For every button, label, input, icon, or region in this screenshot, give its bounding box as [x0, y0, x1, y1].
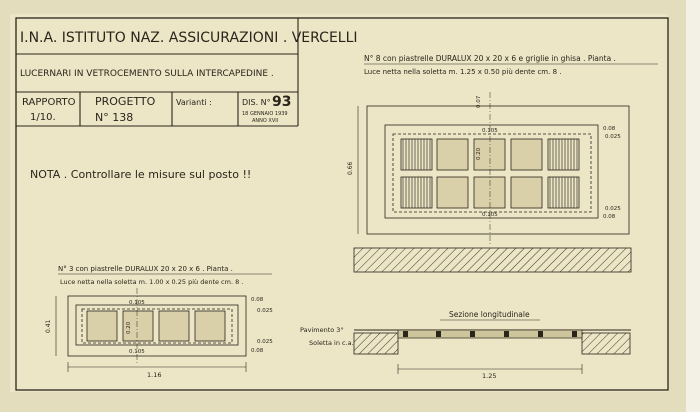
- section-label-slab: Soletta in c.a.: [309, 339, 354, 347]
- note-text: NOTA . Controllare le misure sul posto !!: [30, 168, 252, 181]
- plan-bottom-subtitle: Luce netta nella soletta m. 1.00 x 0.25 più dente cm. 8 .: [60, 278, 244, 286]
- plan-top-dim-1: 0.105: [482, 128, 498, 134]
- section-joint: [572, 331, 577, 337]
- plan-bottom-dim-3: 0.025: [257, 308, 273, 314]
- plan-top-dim-2: 0.08: [603, 126, 616, 132]
- grille-cell: [548, 177, 579, 208]
- section-joint: [470, 331, 475, 337]
- date-line-2: ANNO XVII: [252, 118, 279, 124]
- plan-bottom-dim-7: 0.08: [251, 348, 264, 354]
- plan-top-dim-height: 0.66: [347, 161, 354, 175]
- plan-bottom-dim-width: 1.16: [147, 371, 162, 379]
- section-slab-left: [354, 333, 398, 354]
- section-label-floor: Pavimento 3°: [300, 326, 344, 334]
- dis-value: 93: [272, 94, 292, 110]
- plan-bottom-dim-1: 0.105: [129, 300, 145, 306]
- title-line-2: LUCERNARI IN VETROCEMENTO SULLA INTERCAPEDINE .: [20, 69, 274, 79]
- plan-top-subtitle: Luce netta nella soletta m. 1.25 x 0.50 più dente cm. 8 .: [364, 68, 562, 76]
- plan-bottom-dim-8: 0.105: [129, 349, 145, 355]
- plan-bottom-dim-cell: 0.20: [126, 321, 132, 334]
- tile-cell: [437, 139, 468, 170]
- paper-right-edge: [686, 0, 700, 412]
- plan-top-dim-top: 0.07: [476, 95, 482, 108]
- plan-bottom-dim-2: 0.08: [251, 297, 264, 303]
- plan-bottom-title: N° 3 con piastrelle DURALUX 20 x 20 x 6 . Pianta .: [58, 265, 233, 273]
- plan-top-dim-9: 0.105: [482, 212, 498, 218]
- tile-cell: [87, 311, 117, 341]
- section-tiles-strip: [398, 330, 582, 338]
- rapporto-label: RAPPORTO: [22, 97, 76, 108]
- date-line-1: 18 GENNAIO 1939: [242, 111, 288, 117]
- section-joint: [436, 331, 441, 337]
- title-line-1: I.N.A. ISTITUTO NAZ. ASSICURAZIONI . VERCELLI: [20, 30, 358, 46]
- tile-cell: [437, 177, 468, 208]
- plan-top-dim-8: 0.08: [603, 214, 616, 220]
- tile-cell: [159, 311, 189, 341]
- plan-bottom-dim-6: 0.025: [257, 339, 273, 345]
- progetto-label: PROGETTO: [95, 95, 156, 108]
- plan-top-wall-hatch: [354, 248, 631, 272]
- varianti-label: Varianti :: [176, 98, 212, 107]
- plan-top-dim-cell: 0.20: [476, 147, 482, 160]
- dis-label: DIS. N°: [242, 98, 271, 107]
- plan-top-dim-3: 0.025: [605, 134, 621, 140]
- rapporto-value: 1/10.: [30, 112, 56, 123]
- grille-cell: [401, 177, 432, 208]
- section-joint: [538, 331, 543, 337]
- plan-top-title: N° 8 con piastrelle DURALUX 20 x 20 x 6 e griglie in ghisa . Pianta .: [364, 54, 616, 63]
- tile-cell: [474, 177, 505, 208]
- grille-cell: [548, 139, 579, 170]
- section-joint: [403, 331, 408, 337]
- section-dim-width: 1.25: [482, 372, 497, 380]
- section-title: Sezione longitudinale: [449, 310, 530, 319]
- progetto-value: N° 138: [95, 111, 134, 124]
- tile-cell: [511, 177, 542, 208]
- plan-bottom-dim-height: 0.41: [45, 319, 52, 333]
- section-slab-right: [582, 333, 630, 354]
- tile-cell: [195, 311, 225, 341]
- section-joint: [504, 331, 509, 337]
- grille-cell: [401, 139, 432, 170]
- tile-cell: [511, 139, 542, 170]
- plan-top-dim-7: 0.025: [605, 206, 621, 212]
